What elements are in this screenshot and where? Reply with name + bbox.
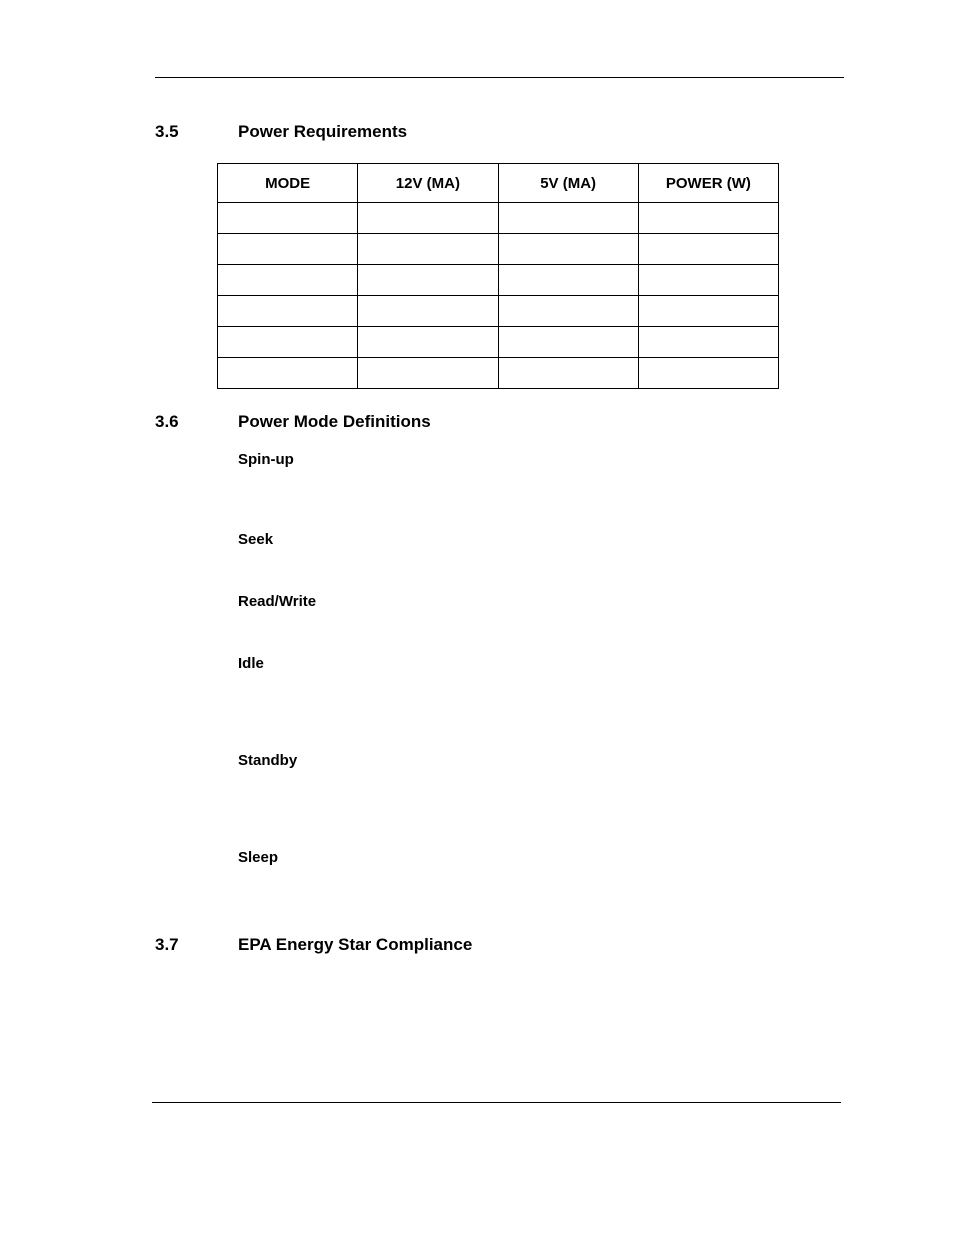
section-title-power-requirements: Power Requirements (238, 122, 408, 141)
column-header-5v: 5V (MA) (498, 164, 638, 203)
table-row (218, 358, 779, 389)
table-cell (498, 265, 638, 296)
table-cell (218, 358, 358, 389)
table-cell (498, 203, 638, 234)
table-cell (638, 358, 778, 389)
table-cell (498, 296, 638, 327)
table-cell (358, 265, 498, 296)
table-cell (358, 296, 498, 327)
mode-label-standby: Standby (238, 752, 298, 769)
table-cell (358, 358, 498, 389)
table-cell (498, 358, 638, 389)
table-cell (638, 265, 778, 296)
table-cell (638, 296, 778, 327)
table-cell (498, 234, 638, 265)
table-cell (218, 327, 358, 358)
table-cell (638, 234, 778, 265)
section-number-3-6: 3.6 (155, 412, 179, 431)
column-header-mode: MODE (218, 164, 358, 203)
section-title-epa-energy-star: EPA Energy Star Compliance (238, 935, 473, 954)
mode-label-read-write: Read/Write (238, 593, 317, 610)
header-rule (155, 77, 844, 78)
mode-label-idle: Idle (238, 655, 264, 672)
column-header-12v: 12V (MA) (358, 164, 498, 203)
table-cell (638, 327, 778, 358)
section-number-3-7: 3.7 (155, 935, 179, 954)
power-requirements-table (217, 163, 779, 389)
table-cell (498, 327, 638, 358)
table-row (218, 234, 779, 265)
table-row (218, 203, 779, 234)
mode-label-spin-up: Spin-up (238, 451, 294, 468)
table-cell (358, 327, 498, 358)
column-header-power: POWER (W) (638, 164, 778, 203)
table-cell (218, 296, 358, 327)
table-header-row (218, 164, 779, 203)
table-row (218, 296, 779, 327)
table-cell (358, 234, 498, 265)
table-cell (218, 234, 358, 265)
table-cell (358, 203, 498, 234)
table-cell (638, 203, 778, 234)
footer-rule (152, 1102, 841, 1103)
table-row (218, 327, 779, 358)
section-title-power-mode-definitions: Power Mode Definitions (238, 412, 431, 431)
section-number-3-5: 3.5 (155, 122, 179, 141)
mode-label-seek: Seek (238, 531, 274, 548)
table-cell (218, 265, 358, 296)
table-row (218, 265, 779, 296)
table-cell (218, 203, 358, 234)
mode-label-sleep: Sleep (238, 849, 279, 866)
